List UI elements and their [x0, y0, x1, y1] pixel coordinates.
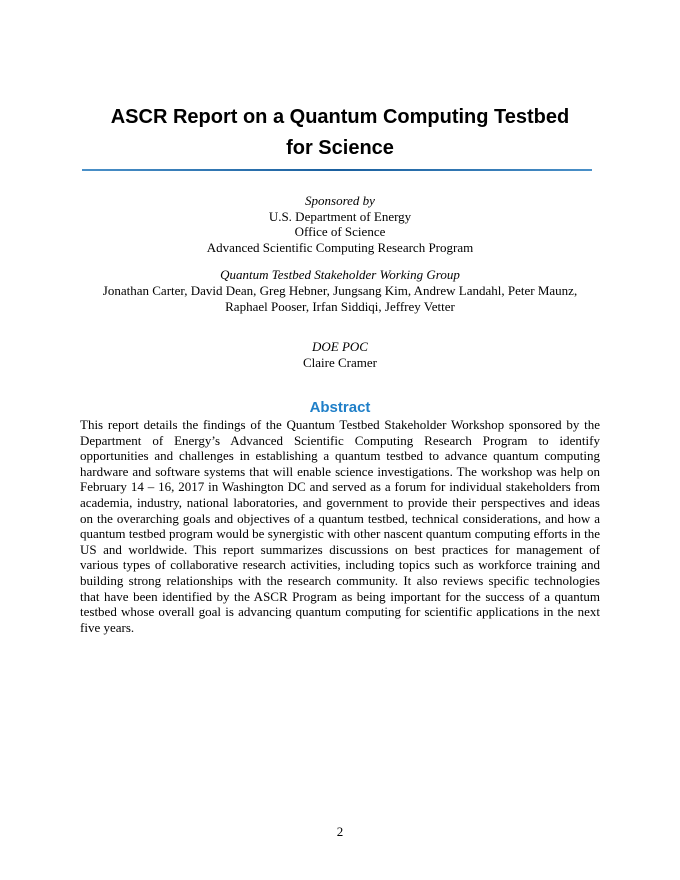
report-title-line-2: for Science: [286, 137, 394, 159]
sponsor-program: Advanced Scientific Computing Research Program: [206, 239, 474, 255]
sponsor-department: U.S. Department of Energy: [268, 208, 412, 224]
working-group-block: [80, 267, 600, 283]
working-group-members: Jonathan Carter, David Dean, Greg Hebner, Jungsang Kim, Andrew Landahl, Peter Maunz, Raphael Pooser, Irfan Siddiqi, Jeffrey Vetter: [102, 283, 578, 314]
poc-label: DOE POC: [312, 339, 368, 354]
abstract-body: This report details the findings of the Quantum Testbed Stakeholder Workshop sponsored by the Department of Energy’s Advanced Scientific Computing Research Program to identify opportunities and challenges in establishing a quantum testbed to advance quantum computing hardware and software systems that will enable science investigations. The workshop was help on February 14 – 16, 2017 in Washington DC and served as a forum for individual stakeholders from academia, industry, national laboratories, and government to provide their perspectives and ideas on the overarching goals and objectives of a quantum testbed, technical considerations, and how a quantum testbed program would be synergistic with other nascent quantum computing efforts in the US and worldwide. This report summarizes discussions on best practices for management of various types of collaborative research activities, including topics such as workforce training and building strong relationships with the research community. It also reviews specific technologies that have been identified by the ASCR Program as being important for the success of a quantum testbed whose overall goal is advancing quantum computing for scientific applications in the next five years.: [80, 417, 600, 635]
sponsor-label: Sponsored by: [305, 193, 375, 208]
sponsor-block: [80, 193, 600, 255]
poc-name: Claire Cramer: [303, 354, 377, 370]
sponsor-office: Office of Science: [294, 224, 386, 239]
report-title: [80, 102, 600, 164]
poc-block: [80, 339, 600, 370]
page-number: 2: [336, 824, 344, 839]
title-divider: [82, 169, 592, 171]
abstract-heading: Abstract: [309, 399, 371, 416]
report-title-line-1: ASCR Report on a Quantum Computing Testbed: [110, 106, 570, 128]
working-group-label: Quantum Testbed Stakeholder Working Group: [220, 267, 460, 282]
